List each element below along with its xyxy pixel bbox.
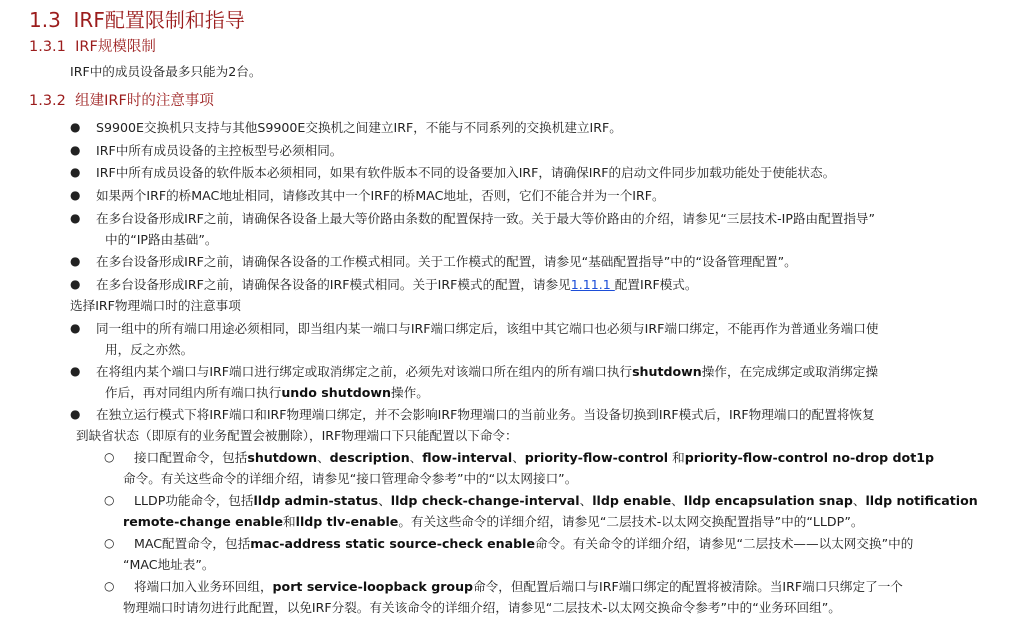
bullet-icon: ● — [70, 277, 81, 291]
bullet-icon: ● — [70, 254, 81, 268]
bullet-icon: ● — [70, 321, 81, 335]
circle-bullet-icon: ○ — [104, 450, 115, 464]
paragraph-heading-physical-ports: 选择IRF物理端口时的注意事项 — [70, 298, 241, 313]
subsection-title-1: 1.3.1 IRF规模限制 — [29, 39, 156, 55]
bullet-icon: ● — [70, 407, 81, 421]
bullet-icon: ● — [70, 120, 81, 134]
subsection-title-2: 1.3.2 组建IRF时的注意事项 — [29, 93, 214, 109]
circle-bullet-icon: ○ — [104, 536, 115, 550]
bullet-icon: ● — [70, 188, 81, 202]
bullet-icon: ● — [70, 143, 81, 157]
bullet-icon: ● — [70, 165, 81, 179]
bullet-icon: ● — [70, 211, 81, 225]
bullet-icon: ● — [70, 364, 81, 378]
link-1-11-1[interactable]: 1.11.1 — [570, 277, 615, 292]
circle-bullet-icon: ○ — [104, 493, 115, 507]
circle-bullet-icon: ○ — [104, 579, 115, 593]
section-title: 1.3 IRF配置限制和指导 — [29, 8, 245, 32]
paragraph-irf-scale: IRF中的成员设备最多只能为2台。 — [70, 64, 262, 79]
